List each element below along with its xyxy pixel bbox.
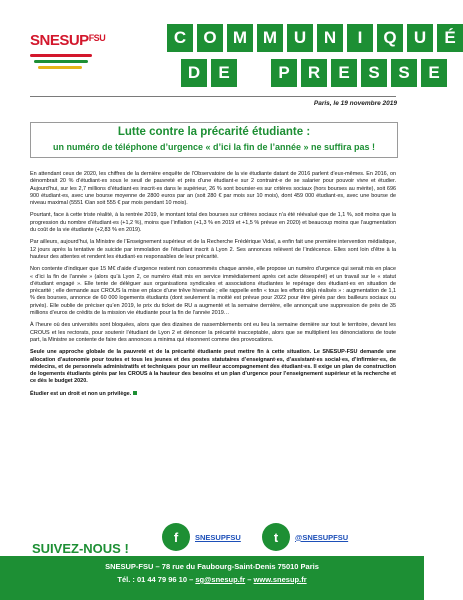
banner-letter: I xyxy=(347,24,373,52)
closing-text: Étudier est un droit et non un privilège. xyxy=(30,390,132,397)
footer-contacts xyxy=(0,575,424,584)
twitter-block[interactable] xyxy=(262,523,348,551)
banner-letter: M xyxy=(257,24,283,52)
banner-letter: U xyxy=(407,24,433,52)
paragraph: En attendant ceux de 2020, les chiffres de la dernière enquête de l’Observatoire de la vie étudiante datant de 2016 parlent d’eux-mêmes. En 2016, on dénombrait 20 % d’étudiant·es sous le seuil de pauvreté et près d’une étudiant·e sur 2 contraint·e de se salarier pour pouvoir vivre et étudier. Aujourd’hui, sur les 2,7 millions d’étudiant·es inscrit·es dans le supérieur, 26 % sont boursier·es sur critères sociaux (hors bourses au mérite), soit 696 900 étudiant·es, avec une bourse moyenne de 2800 euros par an (soit 280 € par mois sur 10 mois), dont 459 000 étudiant·es, avec une bourse de niveau maximal (5551 €/an soit 555 € par mois pendant 10 mois). xyxy=(30,171,396,207)
demands-paragraph: Seule une approche globale de la pauvreté et de la précarité étudiante peut mettre fin à cette situation. Le SNESUP-FSU demande une allocation d’autonomie pour toutes et tous les jeunes et des postes statutaires d’enseignant·es, d’assistant·es social·es, d’infirmier·es, de médecins, et de personnels administratifs et techniques pour un meilleur accompagnement des étudiant·es. Il exige un plan de construction de logements étudiants gérés par les CROUS à la hauteur des besoins et un plan d’urgence pour l’enseignement supérieur et la recherche et ce dès le budget 2020. xyxy=(30,349,396,385)
twitter-icon[interactable]: t xyxy=(262,523,290,551)
logo-text xyxy=(30,32,105,49)
headline: Lutte contre la précarité étudiante : xyxy=(117,126,311,138)
banner-letter: U xyxy=(287,24,313,52)
logo-stripe-1 xyxy=(30,54,92,57)
footer-separator: – xyxy=(247,575,252,584)
banner-row-communique xyxy=(167,24,463,52)
banner-letter: R xyxy=(301,59,327,87)
follow-us-label: SUIVEZ-NOUS ! xyxy=(32,541,129,556)
footer-bar xyxy=(0,556,424,600)
paragraph: Pourtant, face à cette triste réalité, à la rentrée 2019, le montant total des bourses sur critères sociaux n’a été réévalué que de 1,1 %, soit moins que la progression du nombre d’étudiant·es (+1,2 %), moins que l’inflation (+1,3 % en 2019 et +1,5 % prévue en 2020) et beaucoup moins que l’augmentation du coût de la vie étudiante (+2,83 % en 2019). xyxy=(30,212,396,234)
paragraph: Par ailleurs, aujourd’hui, la Ministre de l’Enseignement supérieur et de la Recherche Frédérique Vidal, a enfin fait une première intervention médiatique, 12 jours après la tentative de suicide par immolation de l’étudiant inscrit à Lyon 2. Ses annonces relèvent de l’indécence. Elles sont loin d’être à la hauteur des attentes et rendent les étudiant·es responsables de leur précarité. xyxy=(30,239,396,260)
banner-letter: D xyxy=(181,59,207,87)
banner-letter: S xyxy=(391,59,417,87)
logo-main: SNESUP xyxy=(30,32,89,49)
footer-phone: Tél. : 01 44 79 96 10 – xyxy=(117,575,194,584)
banner-letter: É xyxy=(437,24,463,52)
banner-row-presse xyxy=(181,59,447,87)
snesup-fsu-logo xyxy=(30,32,106,76)
banner-letter: Q xyxy=(377,24,403,52)
banner-letter: P xyxy=(271,59,297,87)
banner-letter: N xyxy=(317,24,343,52)
banner-letter: E xyxy=(211,59,237,87)
closing-line xyxy=(30,391,396,398)
banner-letter: O xyxy=(197,24,223,52)
facebook-icon[interactable]: f xyxy=(162,523,190,551)
logo-suffix: FSU xyxy=(88,33,106,43)
footer-address: SNESUP-FSU – 78 rue du Faubourg-Saint-Denis 75010 Paris xyxy=(105,562,319,571)
footer-site-link[interactable]: www.snesup.fr xyxy=(253,575,307,584)
header-rule xyxy=(30,96,396,97)
banner-letter: S xyxy=(361,59,387,87)
title-box xyxy=(30,122,398,158)
facebook-link[interactable]: SNESUPFSU xyxy=(195,532,241,542)
banner-letter: C xyxy=(167,24,193,52)
paragraph: À l’heure où des universités sont bloquées, alors que des dizaines de rassemblements ont eu lieu la semaine dernière sur tout le territoire, devant les CROUS et les rectorats, pour soutenir l’étudiant de Lyon 2 et dénoncer la précarité inacceptable, alors que se multiplient les dénonciations de toute part, la Ministre se contente de faire des annonces a minima qui résonnent comme des provocations. xyxy=(30,322,396,343)
banner-letter: M xyxy=(227,24,253,52)
facebook-block[interactable] xyxy=(162,523,241,551)
banner-letter xyxy=(241,59,267,87)
paragraph: Non contente d’indiquer que 15 M€ d’aide d’urgence restent non consommés chaque année, elle propose un numéro d’urgence qui serait mis en place « d’ici la fin de l’année » (alors qu’à Lyon 2, ce numéro était mis en service immédiatement après cet acte désespéré) et un travail sur le « statut d’étudiant engagé ». Elle tente de déléguer aux organisations syndicales et associations étudiantes le repérage des étudiant·es en situation de précarité ; elle demande aux CROUS la mise en place d’une trêve hivernale ; elle rappelle enfin « tous les efforts déjà réalisés » : augmentation de 1,1 % des bourses, annonce de 60 000 logements étudiants (dont seulement la moitié est prévue pour 2022 pour être gérés par des bailleurs sociaux ou privés). Elle oublie de préciser qu’en 2019, le prix du ticket de RU a augmenté et la semaine dernière, elle annonçait une suppression de près de 35 millions d’euros de crédits de la mission vie étudiante pour la fin de l’année 2019… xyxy=(30,266,396,317)
banner-letter: E xyxy=(331,59,357,87)
logo-stripe-3 xyxy=(38,66,82,69)
footer-email-link[interactable]: sg@snesup.fr xyxy=(195,575,246,584)
twitter-link[interactable]: @SNESUPFSU xyxy=(295,532,349,542)
logo-stripe-2 xyxy=(34,60,88,63)
press-body xyxy=(30,171,396,403)
press-date: Paris, le 19 novembre 2019 xyxy=(313,100,397,107)
banner-letter: E xyxy=(421,59,447,87)
subheadline: un numéro de téléphone d’urgence « d’ici la fin de l’année » ne suffira pas ! xyxy=(52,142,376,152)
end-square-icon xyxy=(133,391,137,395)
